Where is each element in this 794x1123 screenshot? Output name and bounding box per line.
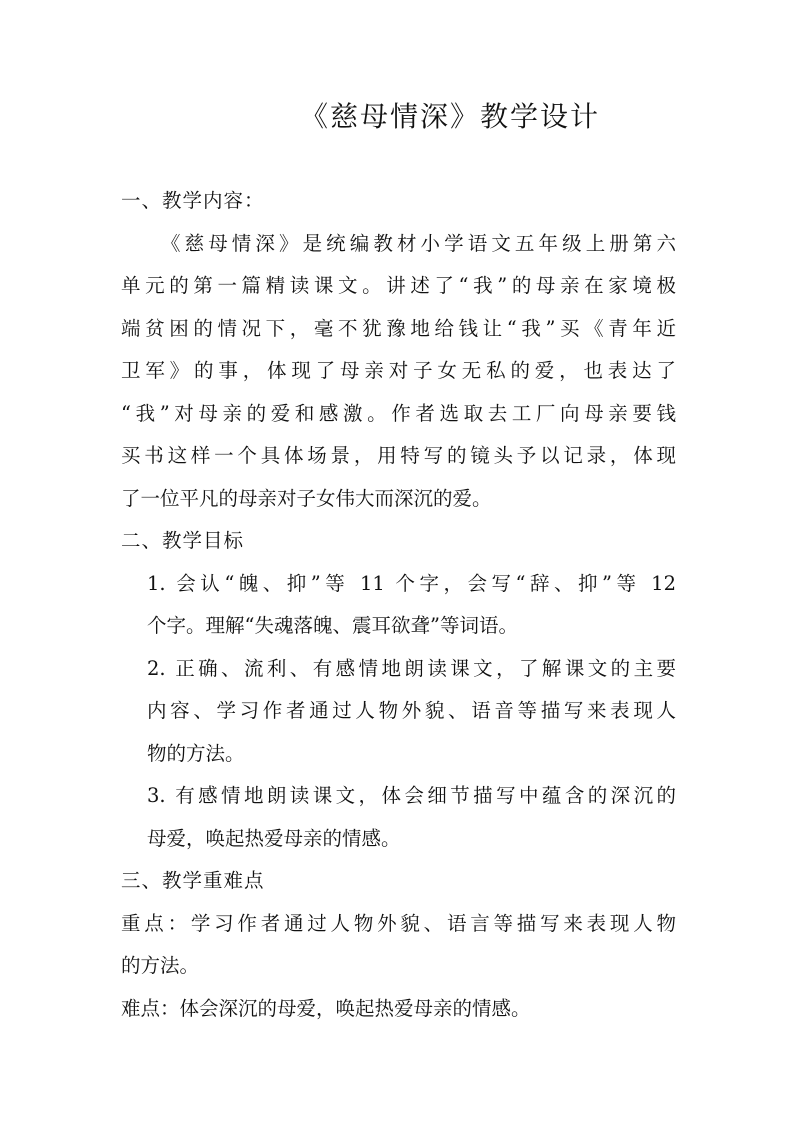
objective-line: 3. 有感情地朗读课文，体会细节描写中蕴含的深沉的 (147, 784, 676, 807)
paragraph-line: 买书这样一个具体场景，用特写的镜头予以记录，体现 (121, 444, 676, 467)
objective-line: 物的方法。 (147, 741, 245, 765)
objective-line: 个字。理解“失魂落魄、震耳欲聋”等词语。 (147, 614, 518, 637)
paragraph-line: “我”对母亲的爱和感激。作者选取去工厂向母亲要钱 (121, 401, 676, 425)
document-body (121, 181, 676, 1028)
objective-line: 1. 会认“魄、抑”等 11 个字，会写“辞、抑”等 12 (147, 571, 676, 595)
difficulty-line: 难点：体会深沉的母爱，唤起热爱母亲的情感。 (121, 996, 531, 1020)
paragraph-line: 了一位平凡的母亲对子女伟大而深沉的爱。 (121, 486, 492, 510)
key-point-line: 重点：学习作者通过人物外貌、语言等描写来表现人物 (121, 911, 676, 935)
section-heading-key-points: 三、教学重难点 (121, 869, 265, 892)
section-heading-content: 一、教学内容： (121, 189, 265, 212)
objective-line: 母爱，唤起热爱母亲的情感。 (147, 826, 401, 850)
document-title: 《慈母情深》教学设计 (299, 100, 600, 133)
objective-line: 2. 正确、流利、有感情地朗读课文，了解课文的主要 (147, 656, 676, 680)
section-heading-objectives: 二、教学目标 (121, 529, 245, 552)
paragraph-line: 《慈母情深》是统编教材小学语文五年级上册第六 (161, 231, 676, 255)
key-point-line: 的方法。 (121, 954, 200, 977)
paragraph-line: 卫军》的事，体现了母亲对子女无私的爱，也表达了 (121, 359, 676, 382)
objective-line: 内容、学习作者通过人物外貌、语音等描写来表现人 (147, 699, 676, 722)
paragraph-line: 单元的第一篇精读课文。讲述了“我”的母亲在家境极 (121, 274, 676, 297)
paragraph-line: 端贫困的情况下，毫不犹豫地给钱让“我”买《青年近 (121, 316, 676, 340)
